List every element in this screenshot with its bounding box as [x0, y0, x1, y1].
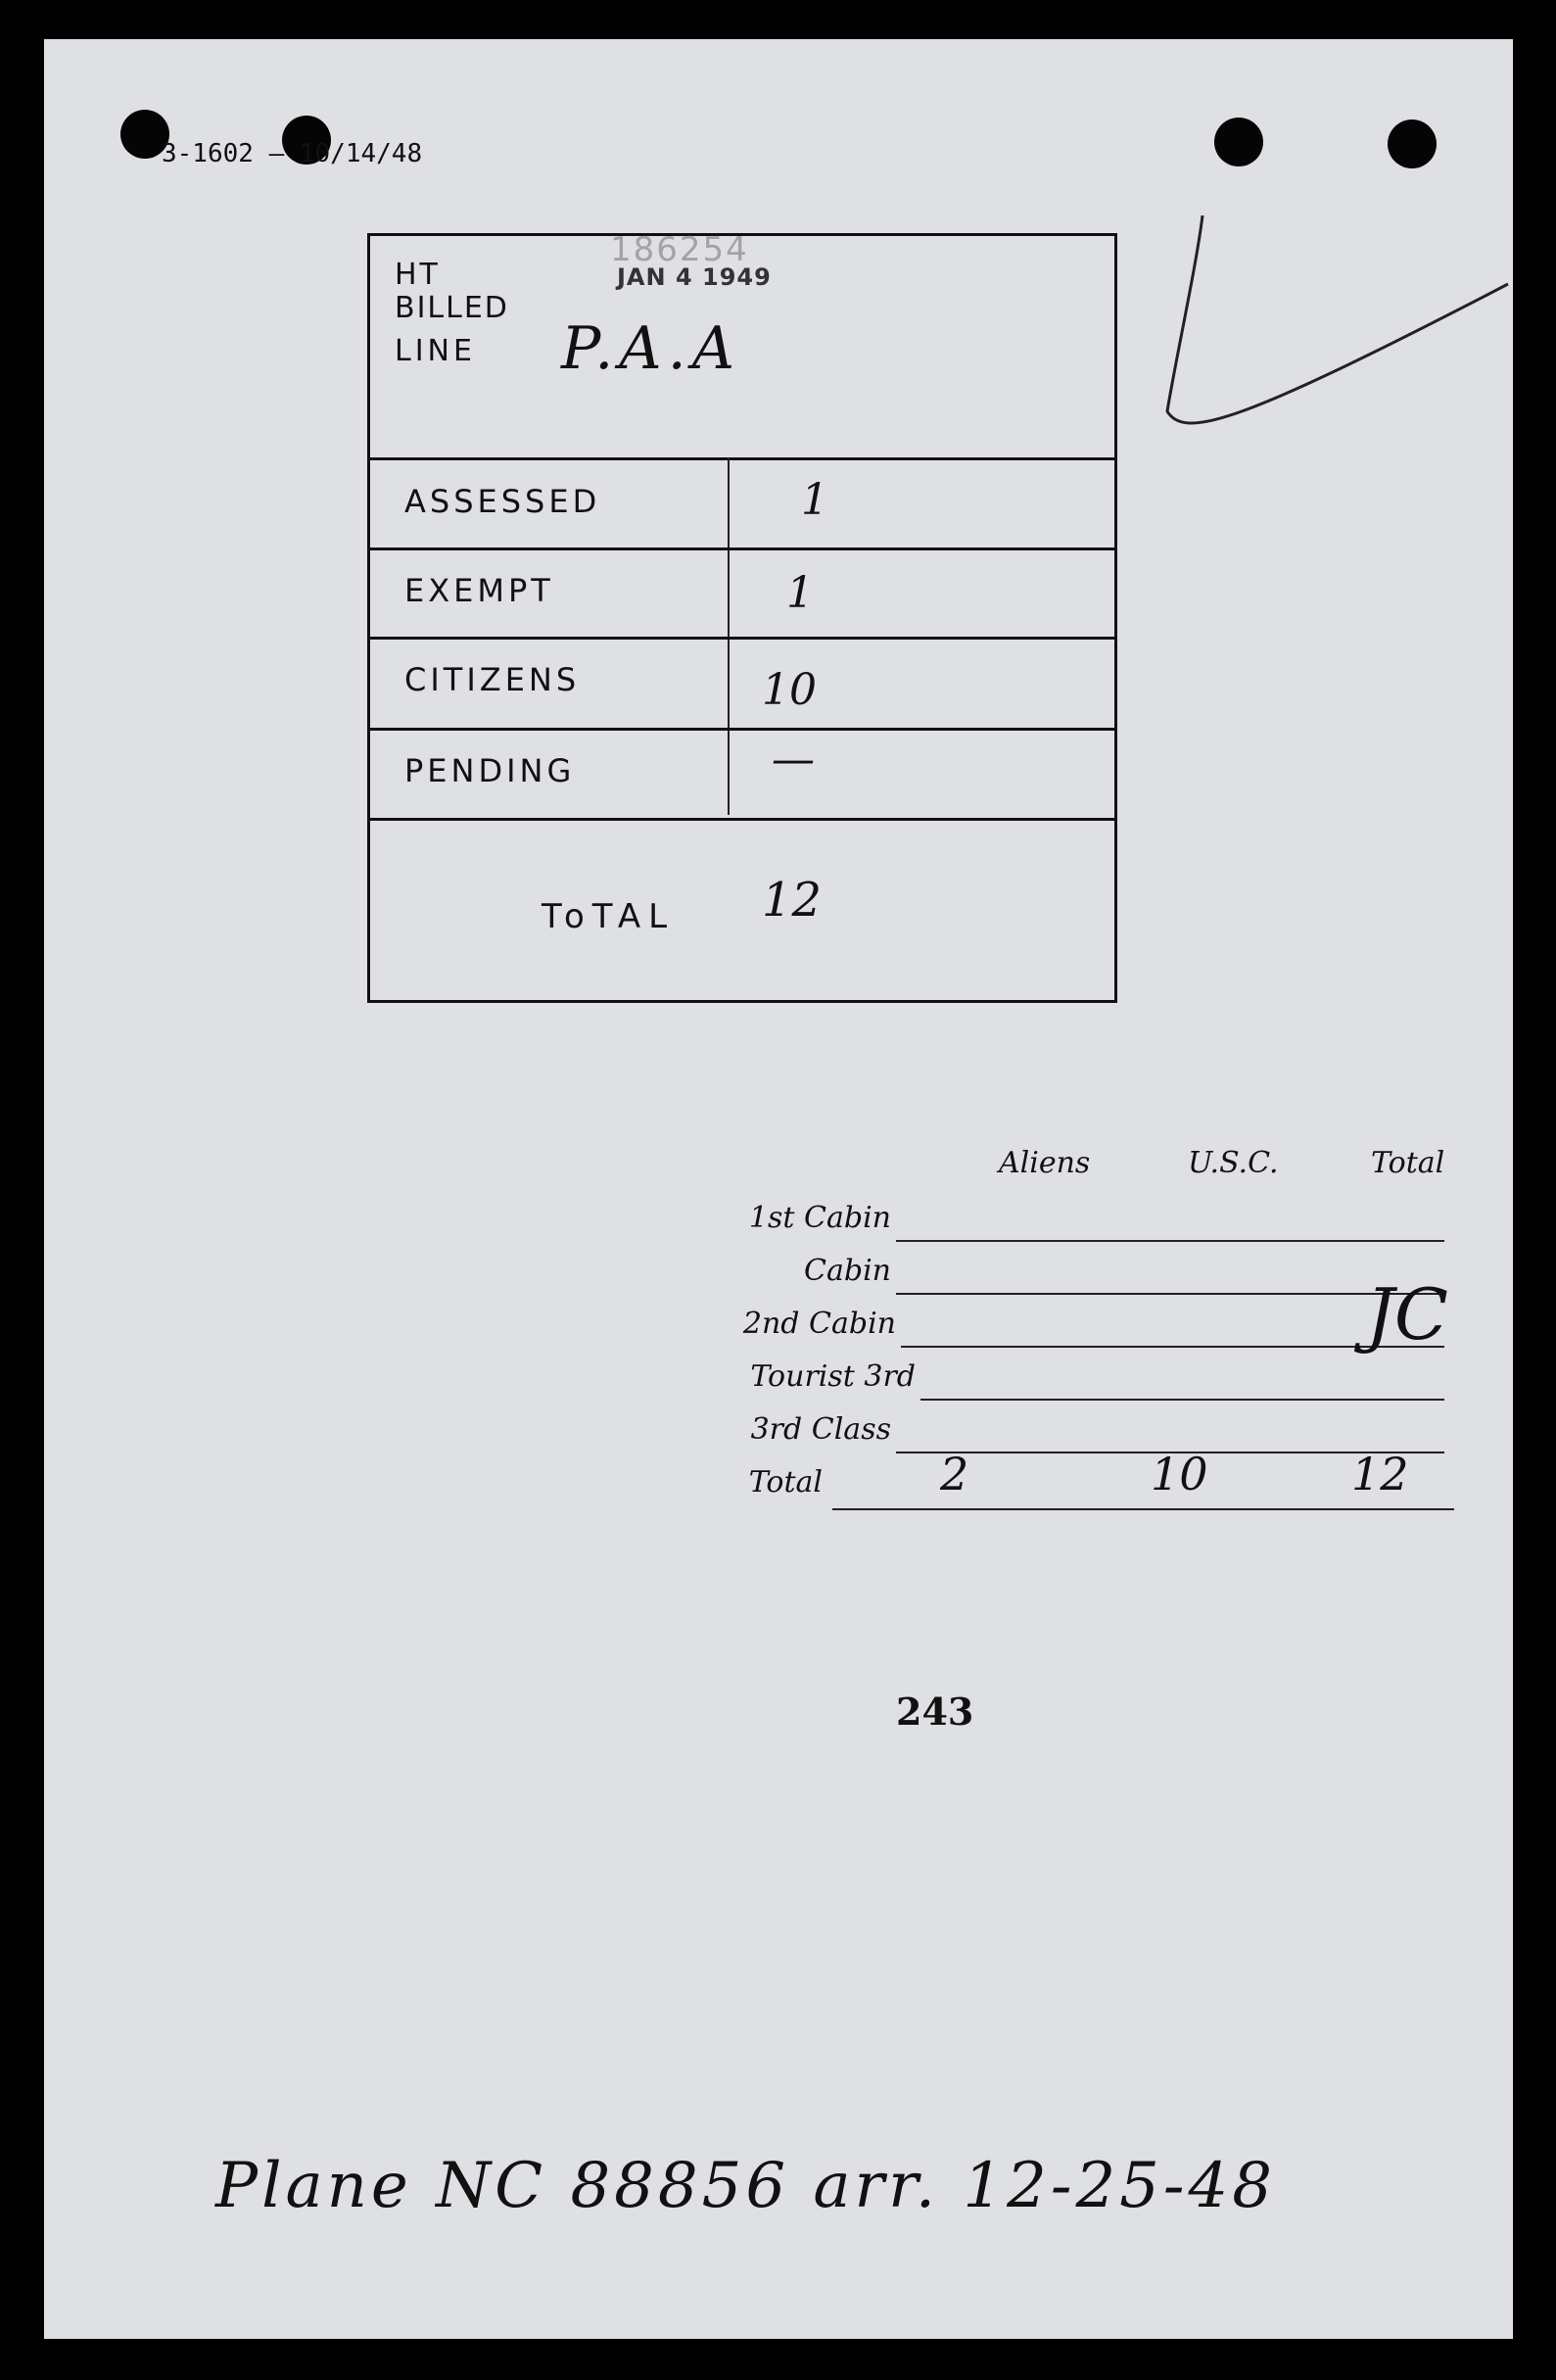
form-identifier: 3-1602 — 10/14/48: [162, 139, 423, 168]
row-value: 1: [786, 568, 814, 618]
billing-header: [370, 230, 1114, 460]
row-label: ASSESSED: [404, 483, 601, 520]
total-aliens-value: 2: [940, 1448, 969, 1500]
total-total-value: 12: [1351, 1448, 1409, 1500]
class-line: [901, 1346, 1444, 1348]
class-label-1st-cabin: 1st Cabin: [748, 1201, 891, 1235]
form-row-exempt: [370, 550, 1114, 640]
handwritten-note: Plane NC 88856 arr. 12-25-48: [215, 2150, 1276, 2222]
row-value: 10: [762, 665, 817, 715]
class-label-3rd-class: 3rd Class: [750, 1412, 891, 1447]
class-label-tourist-3rd: Tourist 3rd: [750, 1359, 916, 1394]
class-line: [896, 1240, 1444, 1242]
billed-label: BILLED: [395, 291, 509, 325]
stamp-date: JAN 4 1949: [617, 263, 772, 291]
class-label-total: Total: [748, 1465, 823, 1499]
row-value: 1: [801, 475, 828, 525]
total-usc-value: 10: [1151, 1448, 1208, 1500]
row-label: EXEMPT: [404, 572, 554, 609]
total-label: ToTAL: [542, 897, 676, 936]
punch-hole: [1214, 118, 1263, 167]
row-label: CITIZENS: [404, 661, 581, 698]
line-label: LINE: [395, 334, 476, 368]
initials-signature: JC: [1366, 1273, 1448, 1356]
billing-form-box: [367, 230, 1117, 1003]
page-number: 243: [896, 1690, 974, 1734]
class-line: [920, 1399, 1444, 1401]
class-label-2nd-cabin: 2nd Cabin: [742, 1307, 896, 1341]
total-value: 12: [762, 873, 823, 928]
form-row-citizens: [370, 640, 1114, 731]
class-line: [896, 1293, 1444, 1295]
column-header-aliens: Aliens: [999, 1146, 1091, 1180]
class-label-cabin: Cabin: [804, 1254, 891, 1288]
punch-hole: [1388, 119, 1437, 168]
ht-label: HT: [395, 258, 441, 292]
check-mark-icon: [1155, 206, 1518, 441]
column-header-usc: U.S.C.: [1188, 1146, 1279, 1180]
row-label: PENDING: [404, 752, 576, 789]
form-row-assessed: [370, 457, 1114, 550]
line-value: P.A.A: [561, 314, 741, 383]
form-row-pending: [370, 731, 1114, 821]
row-value: —: [772, 735, 815, 785]
column-header-total: Total: [1371, 1146, 1445, 1180]
stamp-number: 186254: [610, 230, 749, 269]
class-line: [832, 1508, 1454, 1510]
